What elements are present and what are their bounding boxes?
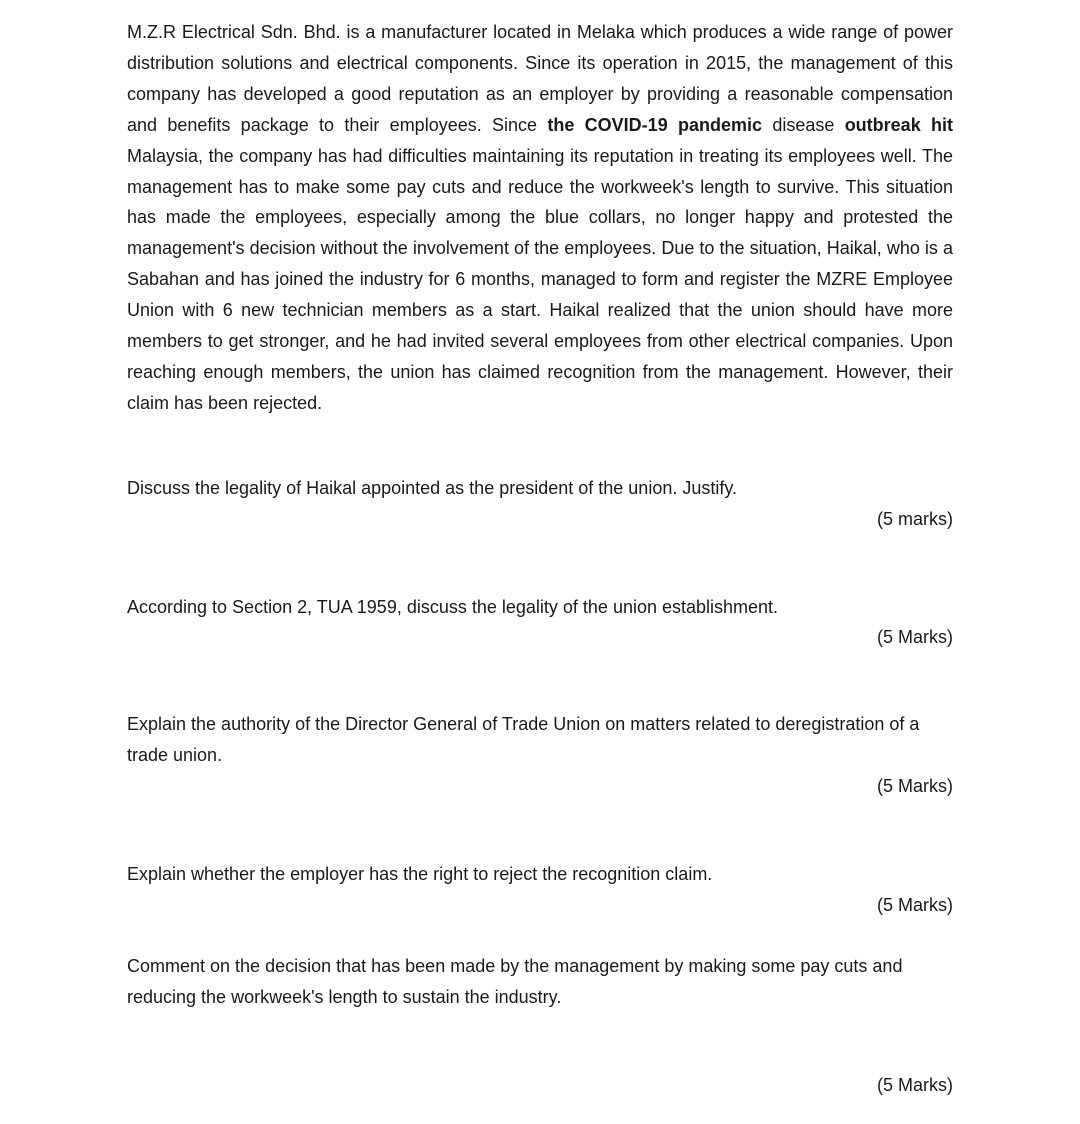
scenario-text-part-2: disease [762, 114, 845, 135]
scenario-text-part-1: M.Z.R Electrical Sdn. Bhd. is a manufacturer located in Melaka which produces a wide range of power distribution solutions and electrical components. Since its operation in 2015, the management of this company has developed a good reputation as an employer by providing a reasonable compensation and benefits package to their employees. Since [127, 22, 953, 135]
question-1-marks: (5 marks) [877, 509, 953, 529]
question-3-text: Explain the authority of the Director General of Trade Union on matters related to deregistration of a trade union. [127, 714, 920, 765]
question-4-text: Explain whether the employer has the right to reject the recognition claim. [127, 864, 713, 884]
question-5-text: Comment on the decision that has been made by the management by making some pay cuts and reducing the workweek's length to sustain the industry. [127, 956, 903, 1007]
question-2-text: According to Section 2, TUA 1959, discuss the legality of the union establishment. [127, 597, 779, 617]
scenario-text-part-3: Malaysia, the company has had difficulties maintaining its reputation in treating its employees well. The management has to make some pay cuts and reduce the workweek's length to survive. This situation has made the employees, especially among the blue collars, no longer happy and protested the management's decision without the involvement of the employees. Due to the situation, Haikal, who is a Sabahan and has joined the industry for 6 months, managed to form and register the MZRE Employee Union with 6 new technician members as a start. Haikal realized that the union should have more members to get stronger, and he had invited several employees from other electrical companies. Upon reaching enough members, the union has claimed recognition from the management. However, their claim has been rejected. [127, 145, 953, 413]
question-1-text: Discuss the legality of Haikal appointed as the president of the union. Justify. [127, 478, 738, 498]
question-5-marks: (5 Marks) [877, 1075, 953, 1095]
question-2-marks: (5 Marks) [877, 627, 953, 647]
question-4-marks: (5 Marks) [877, 895, 953, 915]
scenario-bold-outbreak: outbreak hit [844, 114, 953, 135]
question-3-marks: (5 Marks) [877, 776, 953, 796]
case-scenario-paragraph [127, 17, 953, 419]
scenario-bold-covid: the COVID-19 pandemic [547, 114, 763, 135]
